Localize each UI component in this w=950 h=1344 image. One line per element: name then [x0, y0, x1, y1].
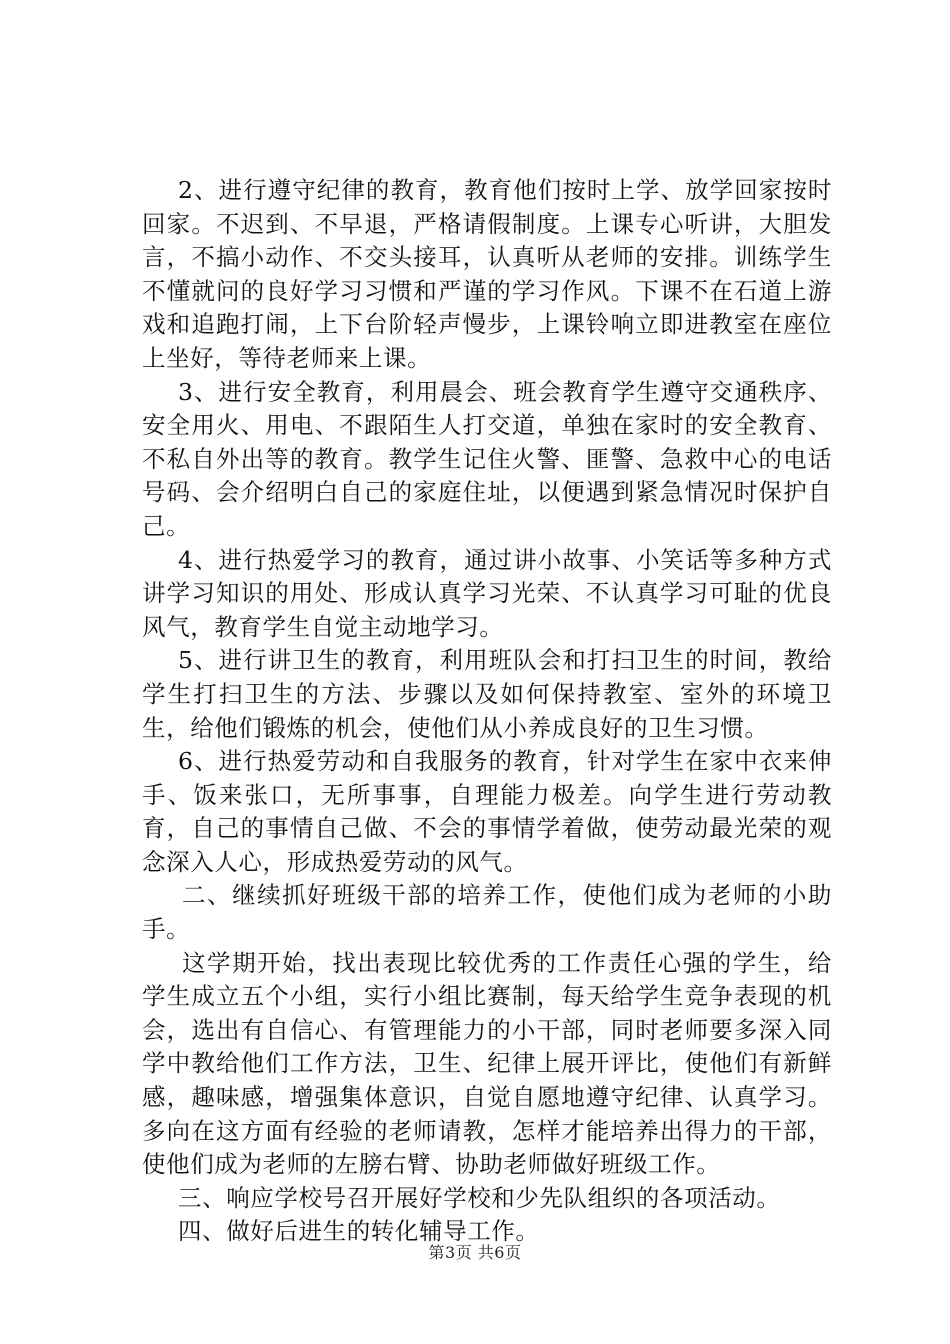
paragraph-discipline-education: 2、进行遵守纪律的教育，教育他们按时上学、放学回家按时回家。不迟到、不早退，严格请假制度。上课专心听讲，大胆发言，不搞小动作、不交头接耳，认真听从老师的安排。训练学生不懂就问的良好学习习惯和严谨的学习作风。下课不在石道上游戏和追跑打闹，上下台阶轻声慢步，上课铃响立即进教室在座位上坐好，等待老师来上课。 — [142, 176, 832, 372]
document-body — [142, 174, 832, 1249]
paragraph-learning-education: 4、进行热爱学习的教育，通过讲小故事、小笑话等多种方式讲学习知识的用处、形成认真学习光荣、不认真学习可耻的优良风气，教育学生自觉主动地学习。 — [142, 545, 832, 641]
section-heading-tutoring: 四、做好后进生的转化辅导工作。 — [178, 1217, 540, 1246]
section-heading-class-cadres: 二、继续抓好班级干部的培养工作，使他们成为老师的小助手。 — [142, 881, 832, 944]
paragraph-class-cadres: 这学期开始，找出表现比较优秀的工作责任心强的学生，给学生成立五个小组，实行小组比赛制，每天给学生竞争表现的机会，选出有自信心、有管理能力的小干部，同时老师要多深入同学中教给他们工作方法，卫生、纪律上展开评比，使他们有新鲜感，趣味感，增强集体意识，自觉自愿地遵守纪律、认真学习。多向在这方面有经验的老师请教，怎样才能培养出得力的干部，使他们成为老师的左膀右臂、协助老师做好班级工作。 — [142, 948, 832, 1179]
page-number-footer: 第3页 共6页 — [428, 1243, 522, 1262]
section-heading-school-activities: 三、响应学校号召开展好学校和少先队组织的各项活动。 — [178, 1183, 781, 1212]
paragraph-safety-education: 3、进行安全教育，利用晨会、班会教育学生遵守交通秩序、安全用火、用电、不跟陌生人打交道，单独在家时的安全教育、不私自外出等的教育。教学生记住火警、匪警、急救中心的电话号码、会介绍明白自己的家庭住址，以便遇到紧急情况时保护自己。 — [142, 377, 832, 540]
paragraph-hygiene-education: 5、进行讲卫生的教育，利用班队会和打扫卫生的时间，教给学生打扫卫生的方法、步骤以及如何保持教室、室外的环境卫生，给他们锻炼的机会，使他们从小养成良好的卫生习惯。 — [142, 646, 832, 742]
paragraph-labor-education: 6、进行热爱劳动和自我服务的教育，针对学生在家中衣来伸手、饭来张口，无所事事，自理能力极差。向学生进行劳动教育，自己的事情自己做、不会的事情学着做，使劳动最光荣的观念深入人心，形成热爱劳动的风气。 — [142, 747, 832, 876]
